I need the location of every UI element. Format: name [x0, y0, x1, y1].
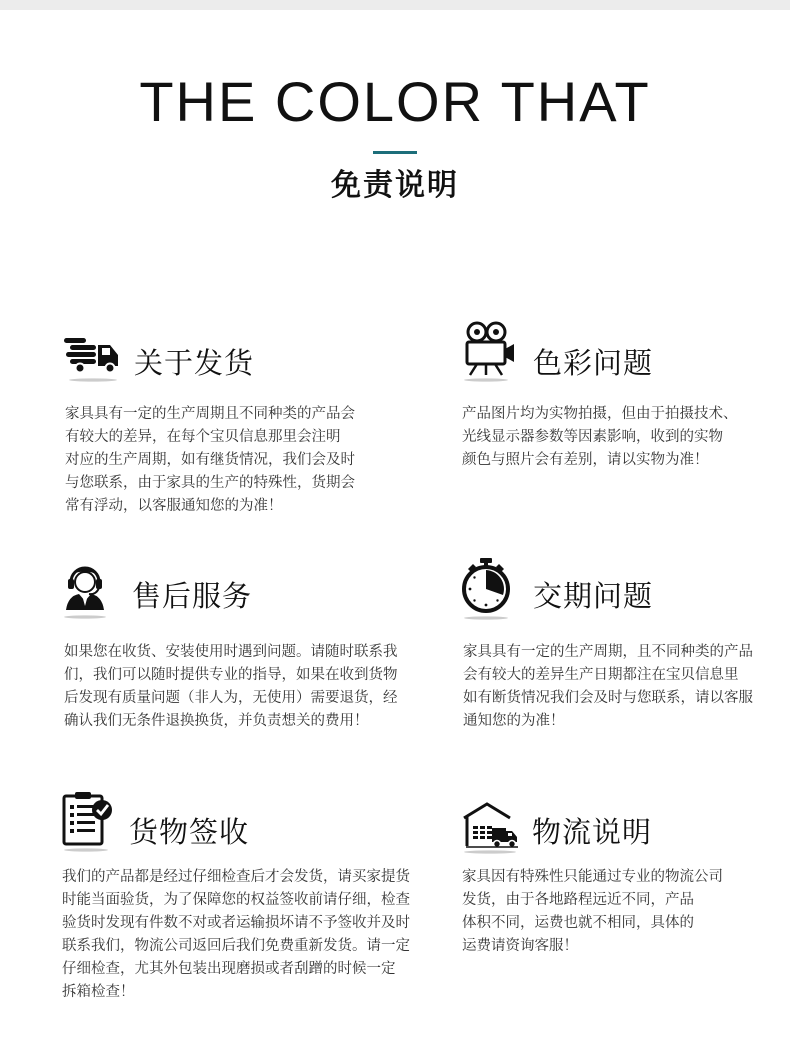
body-line: 如果您在收货、安装使用时遇到问题。请随时联系我 — [64, 644, 398, 660]
body-line: 与您联系，由于家具的生产的特殊性，货期会 — [65, 475, 355, 491]
page-subtitle: 免责说明 — [331, 168, 459, 203]
body-line: 光线显示器参数等因素影响，收到的实物 — [462, 429, 723, 445]
body-line: 产品图片均为实物拍摄，但由于拍摄技术、 — [462, 406, 738, 422]
page-title: THE COLOR THAT — [139, 70, 651, 133]
section-title: 关于发货 — [134, 346, 255, 380]
section-title: 售后服务 — [132, 579, 253, 613]
body-line: 们，我们可以随时提供专业的指导，如果在收到货物 — [64, 667, 398, 683]
section-body — [65, 403, 355, 518]
body-line: 体积不同，运费也就不相同，具体的 — [462, 915, 694, 931]
body-line: 家具具有一定的生产周期，且不同种类的产品 — [463, 644, 753, 660]
section-title: 物流说明 — [532, 815, 653, 849]
section-body — [462, 866, 723, 958]
stopwatch-icon — [460, 558, 522, 622]
body-line: 时能当面验货，为了保障您的权益签收前请仔细，检查 — [62, 892, 410, 908]
checklist-clipboard-icon — [62, 790, 124, 854]
top-divider-bar — [0, 0, 790, 10]
body-line: 家具具有一定的生产周期且不同种类的产品会 — [65, 406, 355, 422]
warehouse-truck-icon — [460, 800, 522, 864]
body-line: 我们的产品都是经过仔细检查后才会发货，请买家提货 — [62, 869, 410, 885]
section-body — [463, 641, 753, 733]
section-title: 色彩问题 — [533, 346, 654, 380]
body-line: 运费请资询客服！ — [462, 938, 578, 954]
body-line: 后发现有质量问题（非人为，无使用）需要退货，经 — [64, 690, 398, 706]
section-body — [462, 403, 738, 472]
body-line: 会有较大的差异生产日期都注在宝贝信息里 — [463, 667, 739, 683]
video-camera-icon — [460, 320, 522, 384]
section-title: 交期问题 — [533, 579, 654, 613]
body-line: 常有浮动，以客服通知您的为准！ — [65, 498, 283, 514]
body-line: 拆箱检查！ — [62, 984, 135, 1000]
body-line: 验货时发现有件数不对或者运输损坏请不予签收并及时 — [62, 915, 410, 931]
section-body — [64, 641, 398, 733]
title-accent-line — [373, 151, 417, 154]
body-line: 对应的生产周期，如有继货情况，我们会及时 — [65, 452, 355, 468]
body-line: 仔细检查，尤其外包装出现磨损或者刮蹭的时候一定 — [62, 961, 396, 977]
delivery-truck-icon — [62, 320, 124, 384]
body-line: 联系我们，物流公司返回后我们免费重新发货。请一定 — [62, 938, 410, 954]
body-line: 颜色与照片会有差别，请以实物为准！ — [462, 452, 709, 468]
body-line: 发货，由于各地路程远近不同，产品 — [462, 892, 694, 908]
section-title: 货物签收 — [129, 815, 250, 849]
body-line: 如有断货情况我们会及时与您联系，请以客服 — [463, 690, 753, 706]
body-line: 通知您的为准！ — [463, 713, 565, 729]
body-line: 确认我们无条件退换换货，并负责想关的费用！ — [64, 713, 369, 729]
body-line: 有较大的差异，在每个宝贝信息那里会注明 — [65, 429, 341, 445]
customer-service-agent-icon — [62, 558, 124, 622]
section-body — [62, 866, 410, 1004]
body-line: 家具因有特殊性只能通过专业的物流公司 — [462, 869, 723, 885]
